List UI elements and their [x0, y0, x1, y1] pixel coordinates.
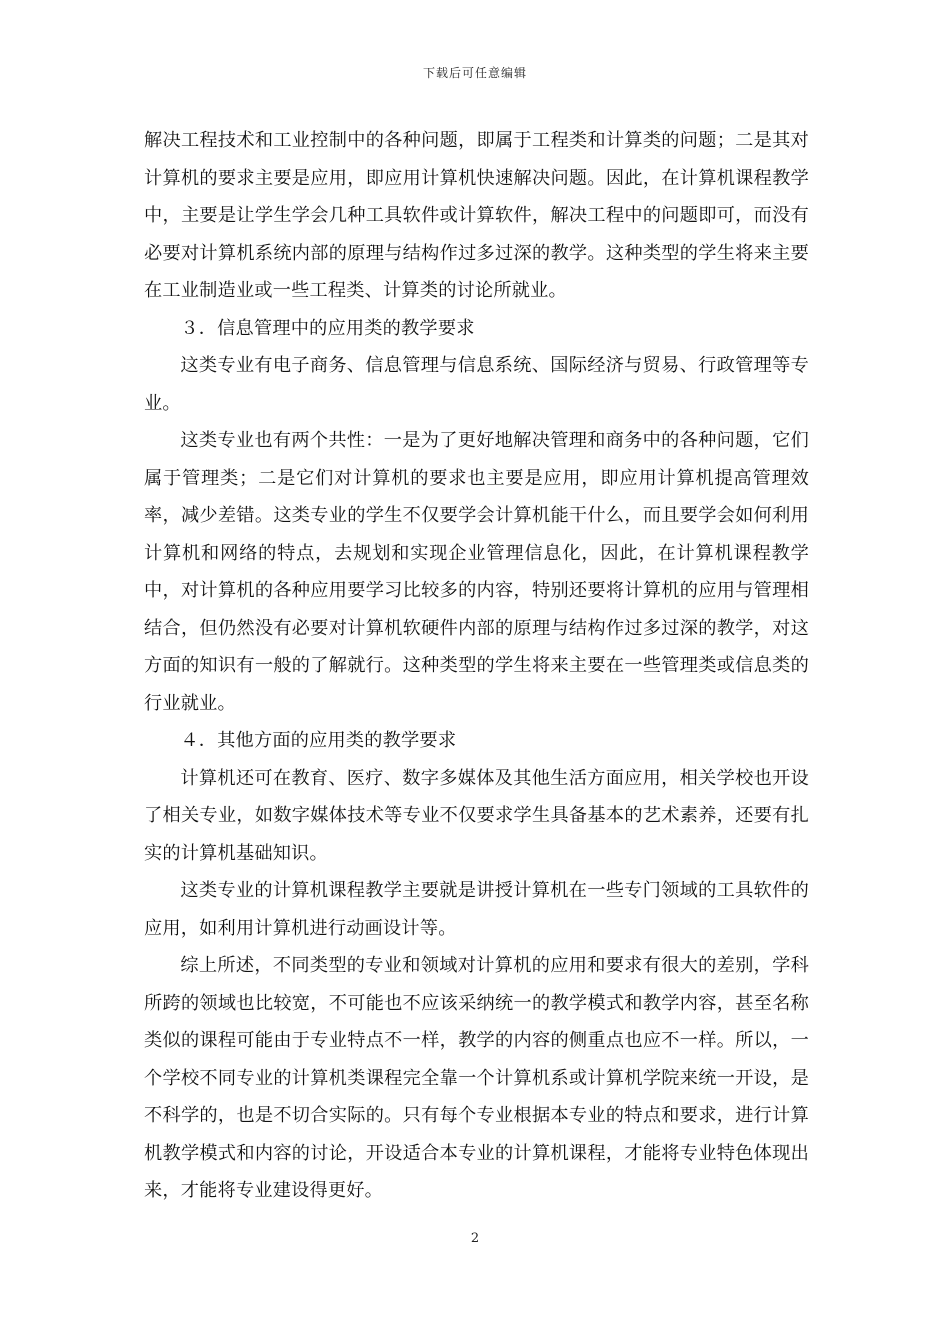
page-number: 2 [470, 1231, 480, 1246]
paragraph-summary: 综上所述，不同类型的专业和领域对计算机的应用和要求有很大的差别，学科所跨的领域也比较宽，不可能也不应该采纳统一的教学模式和教学内容，甚至名称类似的课程可能由于专业特点不一样，教学的内容的侧重点也应不一样。所以，一个学校不同专业的计算机类课程完全靠一个计算机系或计算机学院来统一开设，是不科学的，也是不切合实际的。只有每个专业根据本专业的特点和要求，进行计算机教学模式和内容的讨论，开设适合本专业的计算机课程，才能将专业特色体现出来，才能将专业建设得更好。 [144, 955, 809, 1201]
section-heading-3: ３．信息管理中的应用类的教学要求 [180, 317, 475, 339]
page-header: 下载后可任意编辑 [422, 66, 527, 80]
paragraph-continued: 解决工程技术和工业控制中的各种问题，即属于工程类和计算类的问题；二是其对计算机的要求主要是应用，即应用计算机快速解决问题。因此，在计算机课程教学中，主要是让学生学会几种工具软件或计算软件，解决工程中的问题即可，而没有必要对计算机系统内部的原理与结构作过多过深的教学。这种类型的学生将来主要在工业制造业或一些工程类、计算类的讨论所就业。 [144, 130, 809, 301]
paragraph: 计算机还可在教育、医疗、数字多媒体及其他生活方面应用，相关学校也开设了相关专业，如数字媒体技术等专业不仅要求学生具备基本的艺术素养，还要有扎实的计算机基础知识。 [144, 767, 809, 864]
paragraph: 这类专业有电子商务、信息管理与信息系统、国际经济与贸易、行政管理等专业。 [144, 355, 809, 414]
paragraph: 这类专业的计算机课程教学主要就是讲授计算机在一些专门领域的工具软件的应用，如利用计算机进行动画设计等。 [144, 880, 809, 939]
paragraph: 这类专业也有两个共性：一是为了更好地解决管理和商务中的各种问题，它们属于管理类；二是它们对计算机的要求也主要是应用，即应用计算机提高管理效率，减少差错。这类专业的学生不仅要学会计算机能干什么，而且要学会如何利用计算机和网络的特点，去规划和实现企业管理信息化，因此，在计算机课程教学中，对计算机的各种应用要学习比较多的内容，特别还要将计算机的应用与管理相结合，但仍然没有必要对计算机软硬件内部的原理与结构作过多过深的教学，对这方面的知识有一般的了解就行。这种类型的学生将来主要在一些管理类或信息类的行业就业。 [144, 430, 809, 714]
document-body [144, 122, 809, 1210]
section-heading-4: ４．其他方面的应用类的教学要求 [180, 730, 457, 751]
